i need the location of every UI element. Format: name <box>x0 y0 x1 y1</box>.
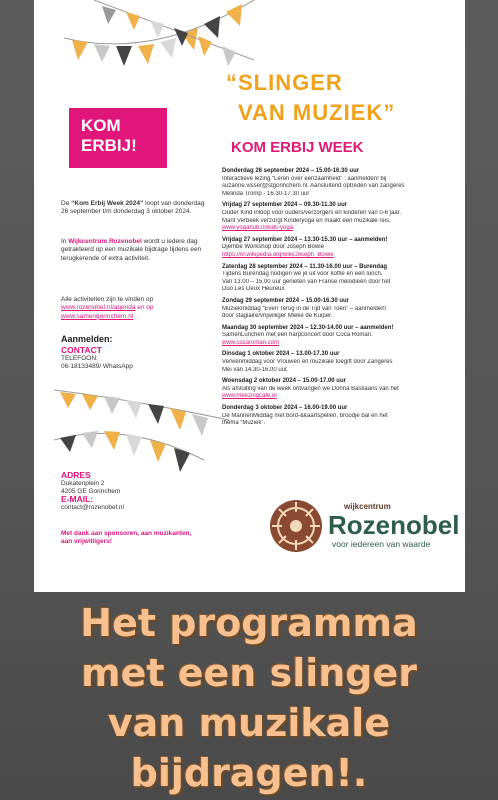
events-list <box>222 168 454 432</box>
activities-text <box>61 296 211 321</box>
logo-text <box>328 502 459 549</box>
event-item <box>222 168 454 198</box>
phone-label: TELEFOON: <box>61 355 98 362</box>
activities-intro: Alle activiteiten zijn te vinden op <box>61 296 154 303</box>
event-line: Tijdens Burendag nodigen we je uit voor koffie en een lunch. <box>222 271 383 278</box>
address-line-1: Dukatenplein 2 <box>61 480 105 487</box>
contact-title: CONTACT <box>61 345 102 355</box>
event-date: Vrijdag 27 september 2024 – 09.30-11.30 uur <box>222 202 348 209</box>
logo-name: Rozenobel <box>328 510 460 540</box>
centre-prefix: In <box>61 238 69 245</box>
event-line[interactable]: www.meezingcafe.nl <box>222 393 277 400</box>
email-block <box>61 494 211 512</box>
event-line: Mei van 14.30-16.00 uur. <box>222 366 289 373</box>
flyer-image <box>34 0 465 592</box>
headline-line-1: “SLINGER <box>226 70 343 95</box>
phone-value: 06-18133489/ WhatsApp <box>61 363 133 371</box>
event-date: Maandag 30 september 2024 – 12.30-14.00 uur – aanmelden! <box>222 324 394 331</box>
flyer-headline <box>226 68 456 128</box>
event-item <box>222 378 454 401</box>
event-line: door stagiaire/vrijwilliger Mieke de Kuiper. <box>222 313 333 320</box>
logo-small-text: wijkcentrum <box>344 502 391 511</box>
badge-line-2: ERBIJ! <box>81 136 137 155</box>
flyer-subheadline: KOM ERBIJ WEEK <box>231 139 364 156</box>
caption-line-3: van muzikale <box>107 701 391 745</box>
signup-block <box>61 334 211 372</box>
event-line[interactable]: www.cocaroman.com <box>222 339 280 346</box>
event-item <box>222 351 454 374</box>
event-line[interactable]: www.yogahub.nl/kids-yoga <box>222 225 294 232</box>
agenda-link[interactable]: www.rozenobel.nl/agenda <box>61 304 136 312</box>
lower-bunting-decoration <box>54 380 229 480</box>
centre-rest: wordt u iedere dag getrakteerd op een muzikale bijdrage tijdens een terugkerende of extra activiteit. <box>61 238 202 262</box>
address-block <box>61 470 211 497</box>
email-title: E-MAIL: <box>61 494 94 504</box>
thanks-text: Met dank aan sponsoren, aan muzikanten, aan vrijwilligers! <box>61 530 192 546</box>
event-item <box>222 298 454 321</box>
intro-event: “Kom Erbij Week 2024” <box>71 200 144 207</box>
event-item <box>222 237 454 260</box>
centre-name: Wijkcentrum Rozenobel <box>68 238 142 245</box>
rose-emblem-icon <box>268 498 324 554</box>
event-line[interactable]: https://nl.wikipedia.org/wiki/Joseph_Bowie <box>222 251 334 258</box>
event-line: Djembé Workshop door Joseph Bowie <box>222 244 324 251</box>
kom-erbij-badge <box>69 108 167 168</box>
logo-tagline: voor iedereen van waarde <box>332 539 431 549</box>
event-item <box>222 325 454 348</box>
centre-text <box>61 238 211 263</box>
intro-rest: loopt van donderdag 26 september t/m donderdag 3 oktober 2024. <box>61 200 205 216</box>
signup-title: Aanmelden: <box>61 334 113 344</box>
caption-line-4: bijdragen!. <box>130 751 368 795</box>
event-date: Dinsdag 1 oktober 2024 – 13.00-17.30 uur <box>222 351 340 358</box>
event-item <box>222 405 454 428</box>
samengorinchem-link[interactable]: www.samengorinchem.nl <box>61 312 134 320</box>
event-line: Ouder Kind inloop voor ouders/verzorgers en kinderen van 0-6 jaar. <box>222 209 402 216</box>
event-date: Zaterdag 28 september 2024 – 11.30-16.00 uur – Burendag <box>222 263 388 270</box>
event-date: Woensdag 2 oktober 2024 – 15.00-17.00 uur <box>222 378 346 385</box>
event-line: thema “Muziek”. <box>222 420 266 427</box>
event-line: Van 13.00 – 15.00 uur genieten van Franse melodieën door het <box>222 278 391 285</box>
caption-line-2: met een slinger <box>80 651 418 695</box>
event-line: Melinda Tromp - 16.30-17.30 uur <box>222 190 310 197</box>
badge-line-1: KOM <box>81 116 121 135</box>
address-line-2: 4205 GE Gorinchem <box>61 488 121 496</box>
event-line[interactable]: suzanne.visser@stgorinchem.nl. Aansluitend optreden van zangeres <box>222 183 405 190</box>
story-caption <box>0 598 498 798</box>
intro-prefix: De <box>61 200 72 207</box>
event-date: Donderdag 26 september 2024 – 15.00-16.30 uur <box>222 168 360 174</box>
event-line: SamenLunchen met een harpconcert door Coca Roman. <box>222 332 373 339</box>
activities-and: en op <box>135 304 154 312</box>
address-title: ADRES <box>61 470 91 480</box>
event-line: Duo Les Deux Heureux. <box>222 286 287 293</box>
event-line: Marit Verbeek verzorgt Kinderyoga en maakt een muzikale reis. <box>222 217 391 224</box>
event-line: Dé MannenMiddag met bord-&kaartspellen, broodje bal en het <box>222 412 388 419</box>
event-date: Donderdag 3 oktober 2024 – 16.00-19.00 uur <box>222 405 348 412</box>
email-value: contact@rozenobel.nl <box>61 504 124 511</box>
headline-line-2: VAN MUZIEK” <box>238 100 396 125</box>
event-date: Zondag 29 september 2024 – 15.00-16.30 uur <box>222 297 350 304</box>
event-line: Muziekmiddag “Even Terug in de Tijd van Toen” – aanmelden! <box>222 305 387 312</box>
event-item <box>222 202 454 232</box>
event-item <box>222 264 454 294</box>
caption-line-1: Het programma <box>80 601 418 645</box>
event-line: Verwenmiddag voor Vrouwen en muzikale toegift door Zangeres <box>222 359 393 366</box>
intro-text <box>61 200 211 217</box>
rozenobel-logo <box>268 496 465 556</box>
event-line: Als afsluiting van de week ontvangen we Donna Bastiaans van het <box>222 385 399 392</box>
event-line: Interactieve lezing “Leren over eenzaamheid” : aanmelden! bij <box>222 175 387 182</box>
event-date: Vrijdag 27 september 2024 – 13.30-15.30 uur – aanmelden! <box>222 236 388 243</box>
